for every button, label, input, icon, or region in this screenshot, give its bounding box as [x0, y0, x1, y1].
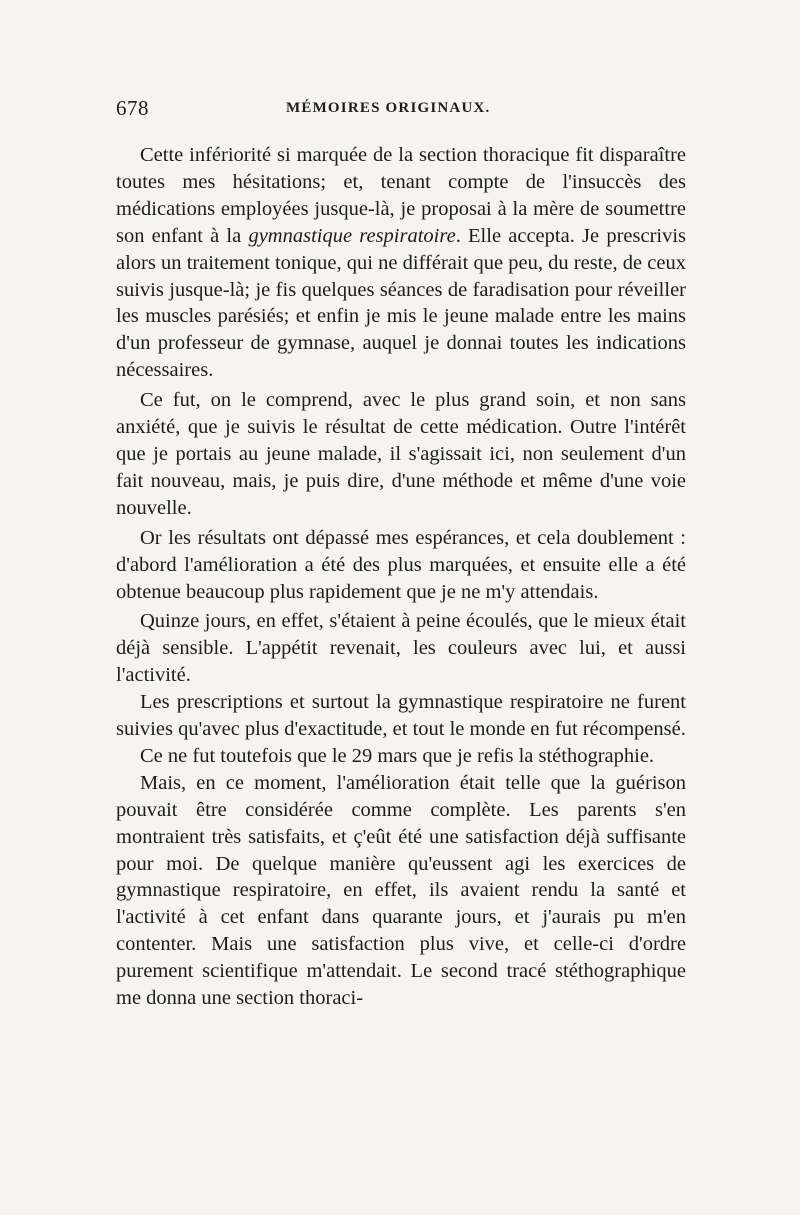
page-number: 678 — [116, 96, 149, 120]
paragraph: Or les résultats ont dépassé mes espérances, et cela doublement : d'abord l'amélioration a été des plus marquées, et ensuite elle a été obtenue beaucoup plus rapidement que je ne m'y attendais. — [116, 526, 686, 603]
running-head: MÉMOIRES ORIGINAUX. — [286, 100, 491, 116]
body-text — [116, 142, 686, 1012]
paragraph-text: . Elle accepta. Je prescrivis alors un traitement tonique, qui ne différait que peu, du reste, de ceux suivis jusque-là; je fis quelques séances de faradisation pour réveiller les muscles parésiés; et enfin je mis le jeune malade entre les mains d'un professeur de gymnase, auquel je donnai toutes les indications nécessaires. — [116, 224, 687, 382]
paragraph-text: Cette infériorité si marquée de la section thoracique fit disparaître toutes mes hésitations; et, tenant compte de l'insuccès des médications employées jusque-là, je proposai à la mère de soumettre son enfant à la — [116, 144, 686, 247]
paragraph: Mais, en ce moment, l'amélioration était telle que la guérison pouvait être considérée comme complète. Les parents s'en montraient très satisfaits, et ç'eût été une satisfaction déjà suffisante pour moi. De quelque manière qu'eussent agi les exercices de gymnastique respiratoire, en effet, ils avaient rendu la santé et l'activité à cet enfant dans quarante jours, et j'aurais pu m'en contenter. Mais une satisfaction plus vive, et celle-ci d'ordre purement scientifique m'attendait. Le second tracé stéthographique me donna une section thoraci- — [116, 771, 686, 1010]
paragraph: Les prescriptions et surtout la gymnastique respiratoire ne furent suivies qu'avec plus d'exactitude, et tout le monde en fut récompensé. — [116, 691, 686, 741]
paragraph: Ce fut, on le comprend, avec le plus grand soin, et non sans anxiété, que je suivis le résultat de cette médication. Outre l'intérêt que je portais au jeune malade, il s'agissait ici, non seulement d'un fait nouveau, mais, je puis dire, d'une méthode et même d'une voie nouvelle. — [116, 389, 686, 519]
italic-term: gymnastique respiratoire — [248, 224, 456, 247]
paragraph: Quinze jours, en effet, s'étaient à peine écoulés, que le mieux était déjà sensible. L'appétit revenait, les couleurs avec lui, et aussi l'activité. — [116, 610, 686, 687]
page-header — [116, 96, 686, 126]
paragraph — [116, 142, 686, 384]
paragraph: Ce ne fut toutefois que le 29 mars que je refis la stéthographie. — [140, 744, 655, 767]
